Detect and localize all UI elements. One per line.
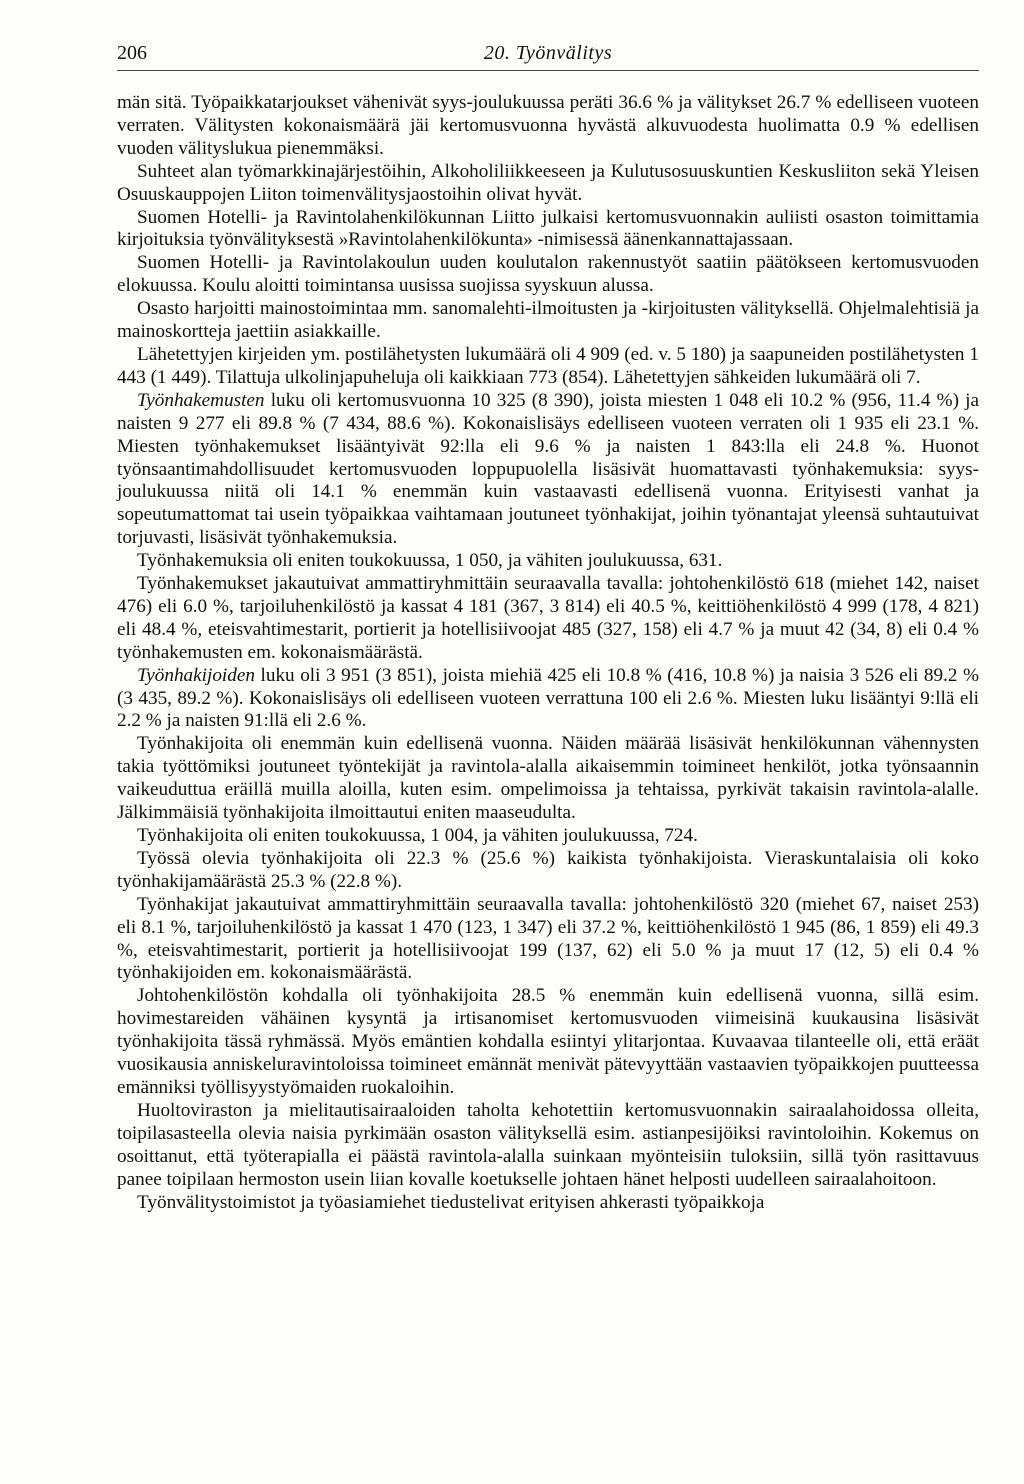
paragraph-text: Työnhakijat jakautuivat ammattiryhmittäin seuraavalla tavalla: johtohenkilöstö 320 (miehet 67, naiset 253) eli 8.1 %, tarjoiluhenkilöstö ja kassat 1 470 (123, 1 347) eli 37.2 %, keittiöhenkilöstö 1 945 (86, 1 859) eli 49.3 %, eteisvahtimestarit, portierit ja hotellisiivoojat 199 (137, 62) eli 5.0 % ja muut 17 (12, 5) eli 0.4 % työnhakijoiden em. kokonaismäärästä. bbox=[117, 893, 979, 984]
paragraph-text: Suomen Hotelli- ja Ravintolakoulun uuden koulutalon rakennustyöt saatiin päätökseen kertomusvuoden elokuussa. Koulu aloitti toimintansa uusissa suojissa syyskuun alussa. bbox=[117, 252, 979, 297]
paragraph-text: Suomen Hotelli- ja Ravintolahenkilökunnan Liitto julkaisi kertomusvuonnakin auliisti osaston toimittamia kirjoituksia työnvälityksestä »Ravintolahenkilökunta» -nimisessä äänenkannattajassaan. bbox=[117, 206, 979, 251]
paragraph-text: Työssä olevia työnhakijoita oli 22.3 % (25.6 %) kaikista työnhakijoista. Vieraskuntalaisia oli koko työnhakijamäärästä 25.3 % (22.8 %). bbox=[117, 847, 979, 892]
paragraph-text: Työnhakijoita oli enemmän kuin edellisenä vuonna. Näiden määrää lisäsivät henkilökunnan vähennysten takia työttömiksi joutuneet työntekijät ja ravintola-alalla aikaisemmin toimineet henkilöt, jotka työnsaannin vaikeuduttua eräillä muilla aloilla, kuten esim. ompelimoissa ja tehtaissa, pyrkivät takaisin ravintola-alalle. Jälkimmäisiä työnhakijoita ilmoittautui eniten maaseudulta. bbox=[117, 733, 979, 824]
paragraph-text: män sitä. Työpaikkatarjoukset vähenivät syys-joulukuussa peräti 36.6 % ja välitykset 26.7 % edelliseen vuoteen verraten. Välitysten kokonaismäärä jäi kertomusvuonna hyvästä alkuvuodesta huolimatta 0.9 % edellisen vuoden välityslukua pienemmäksi. bbox=[117, 92, 979, 159]
paragraph-text: Työnhakijoita oli eniten toukokuussa, 1 004, ja vähiten joulukuussa, 724. bbox=[137, 825, 698, 846]
running-title: 20. Työnvälitys bbox=[483, 42, 613, 64]
paragraph bbox=[117, 92, 979, 161]
paragraph bbox=[117, 848, 979, 894]
page-number: 206 bbox=[117, 42, 147, 64]
paragraph bbox=[117, 573, 979, 665]
paragraph bbox=[117, 665, 979, 734]
paragraph bbox=[117, 390, 979, 550]
paragraph-text: Johtohenkilöstön kohdalla oli työnhakijoita 28.5 % enemmän kuin edellisenä vuonna, sillä esim. hovimestareiden vähäinen kysyntä ja irtisanomiset kertomusvuoden viimeisinä kuukausina lisäsivät työnhakijoita tässä ryhmässä. Myös emäntien kohdalla esiintyi ylitarjontaa. Kuvaavaa tilanteelle oli, että eräät vuosikausia anniskeluravintoloissa toimineet emännät menivät pätevyyttään vastaavien työpaikkojen puutteessa emänniksi työllisyystyömaiden ruokaloihin. bbox=[117, 985, 979, 1098]
paragraph bbox=[117, 252, 979, 298]
page-header bbox=[117, 38, 979, 68]
paragraph bbox=[117, 894, 979, 986]
paragraph-text: Työnvälitystoimistot ja työasiamiehet tiedustelivat erityisen ahkerasti työpaikkoja bbox=[137, 1191, 765, 1213]
paragraph-text: Työnhakemuksia oli eniten toukokuussa, 1 050, ja vähiten joulukuussa, 631. bbox=[137, 550, 723, 572]
paragraph bbox=[117, 207, 979, 253]
paragraph bbox=[117, 1100, 979, 1192]
paragraph bbox=[117, 733, 979, 825]
paragraph-text: Lähetettyjen kirjeiden ym. postilähetysten lukumäärä oli 4 909 (ed. v. 5 180) ja saapuneiden postilähetysten 1 443 (1 449). Tilattuja ulkolinjapuheluja oli kaikkiaan 773 (854). Lähetettyjen sähkeiden lukumäärä oli 7. bbox=[117, 343, 979, 388]
paragraph bbox=[117, 550, 979, 573]
paragraph-text: Työnhakemukset jakautuivat ammattiryhmittäin seuraavalla tavalla: johtohenkilöstö 618 (miehet 142, naiset 476) eli 6.0 %, tarjoiluhenkilöstö ja kassat 4 181 (367, 3 814) eli 40.5 %, keittiöhenkilöstö 4 999 (178, 4 821) eli 48.4 %, eteisvahtimestarit, portierit ja hotellisiivoojat 485 (327, 158) eli 4.7 % ja muut 42 (34, 8) eli 0.4 % työnhakemusten em. kokonaismäärästä. bbox=[117, 573, 979, 663]
paragraph-text: Osasto harjoitti mainostoimintaa mm. sanomalehti-ilmoitusten ja -kirjoitusten välityksellä. Ohjelmalehtisiä ja mainoskortteja jaettiin asiakkaille. bbox=[117, 298, 979, 343]
header-rule bbox=[117, 70, 979, 71]
paragraph-text: luku oli 3 951 (3 851), joista miehiä 425 eli 10.8 % (416, 10.8 %) ja naisia 3 526 eli 89.2 % (3 435, 89.2 %). Kokonaislisäys oli edelliseen vuoteen verrattuna 100 eli 2.6 %. Miesten luku lisääntyi 9:llä eli 2.2 % ja naisten 91:llä eli 2.6 %. bbox=[117, 664, 979, 732]
paragraph-text: Huoltoviraston ja mielitautisairaaloiden taholta kehotettiin kertomusvuonnakin sairaalahoidossa olleita, toipilasasteella olevia naisia pyrkimään osaston välityksellä esim. astianpesijöiksi ravintoloihin. Kokemus on osoittanut, että työterapialla ei päästä ravintola-alalla suinkaan myönteisiin tuloksiin, sillä työn rasittavuus panee toipilaan hermoston usein liian kovalle koetukselle johtaen hänet helposti uudelleen sairaalahoitoon. bbox=[117, 1099, 979, 1190]
paragraph-lead-term: Työnhakemusten bbox=[137, 389, 265, 411]
body-text bbox=[117, 92, 979, 1214]
paragraph bbox=[117, 825, 979, 848]
paragraph-text: Suhteet alan työmarkkinajärjestöihin, Alkoholiliikkeeseen ja Kulutusosuuskuntien Keskusliiton sekä Yleisen Osuuskauppojen Liiton toimenvälitysjaostoihin olivat hyvät. bbox=[117, 160, 979, 205]
paragraph bbox=[117, 344, 979, 390]
paragraph bbox=[117, 161, 979, 207]
paragraph-lead-term: Työnhakijoiden bbox=[137, 664, 255, 686]
paragraph bbox=[117, 985, 979, 1100]
paragraph bbox=[117, 298, 979, 344]
paragraph-text: luku oli kertomusvuonna 10 325 (8 390), joista miesten 1 048 eli 10.2 % (956, 11.4 %) ja naisten 9 277 eli 89.8 % (7 434, 88.6 %). Kokonaislisäys edelliseen vuoteen verraten oli 1 935 eli 23.1 %. Miesten työnhakemukset lisääntyivät 92:lla eli 9.6 % ja naisten 1 843:lla eli 24.8 %. Huonot työnsaantimahdollisuudet kertomusvuoden loppupuolella lisäsivät huomattavasti työnhakemuksia: syys-joulukuussa niitä oli 14.1 % enemmän kuin vastaavasti edellisenä vuonna. Erityisesti vanhat ja sopeutumattomat tai usein työpaikkaa vaihtamaan joutuneet työnhakijat, joihin työnantajat yleensä suhtautuivat torjuvasti, lisäsivät työnhakemuksia. bbox=[117, 389, 979, 549]
paragraph bbox=[117, 1192, 979, 1215]
